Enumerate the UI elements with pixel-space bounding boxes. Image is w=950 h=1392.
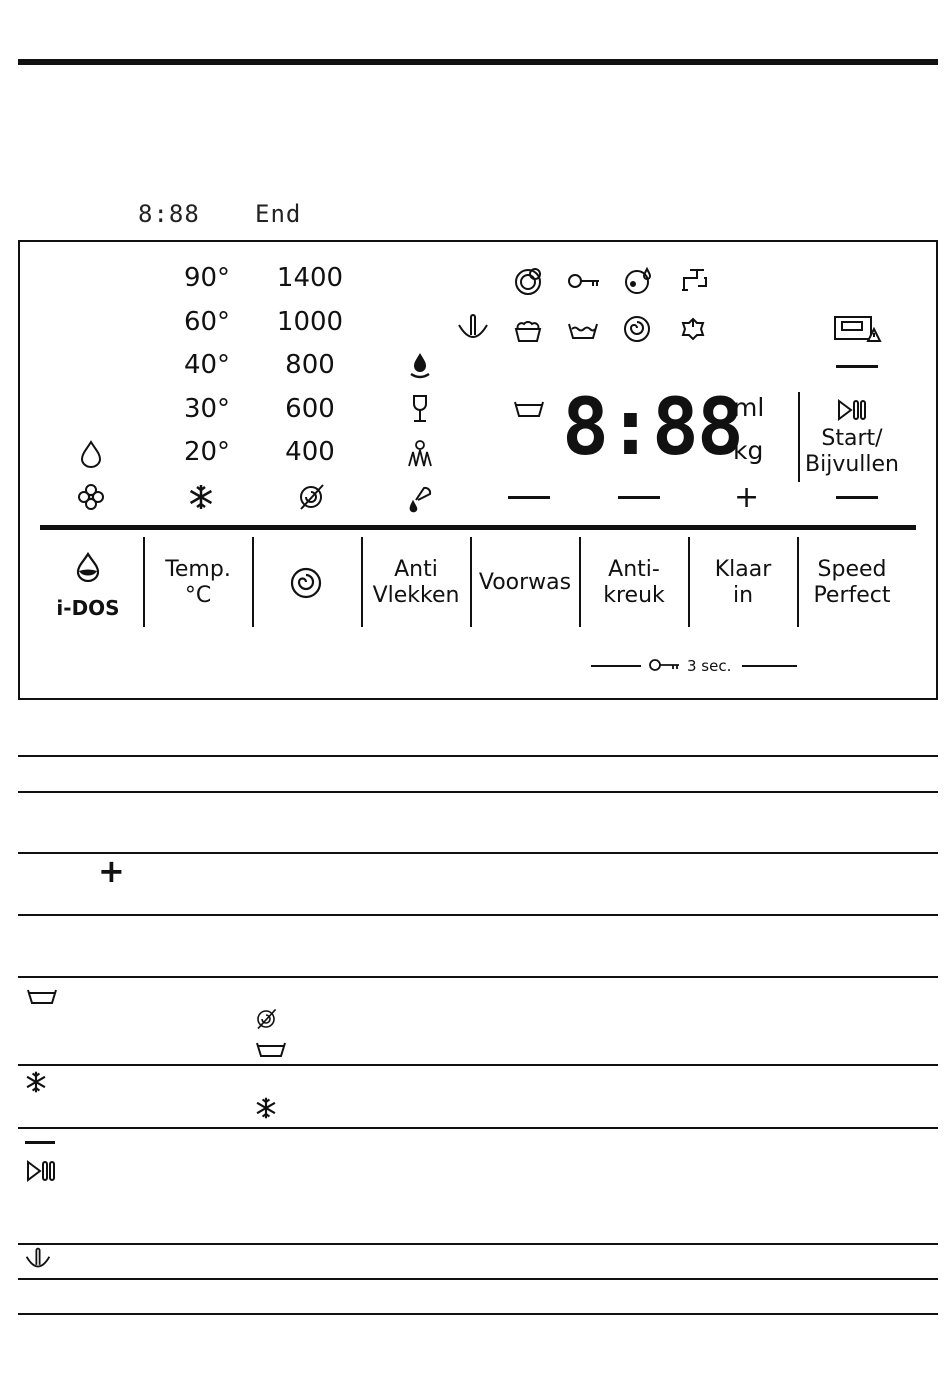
button-klaar-in-line2: in [732, 583, 754, 608]
unit-kg: kg [733, 436, 764, 465]
start-label-1: Start/ [821, 426, 883, 451]
legend-prewash-hand-icon [24, 1247, 52, 1273]
table-rule-7 [18, 1127, 938, 1129]
idos-warning-icon [832, 313, 882, 345]
oil-drop-icon [407, 350, 433, 380]
dash-speed [836, 496, 878, 499]
button-temp-line2: °C [184, 583, 212, 608]
wash-foam-icon [511, 313, 545, 345]
temp-30: 30° [183, 394, 231, 424]
panel-divider [40, 525, 916, 530]
table-rule-5 [18, 976, 938, 978]
idos-drop-icon [74, 552, 102, 582]
stain-remover-icon [406, 482, 434, 514]
anti-crease-icon [677, 313, 709, 345]
spin-button-icon [288, 565, 324, 601]
table-rule-1 [18, 755, 938, 757]
button-anti-vlekken-line2: Vlekken [372, 583, 460, 608]
table-rule-3 [18, 852, 938, 854]
legend-plus: + [98, 852, 125, 890]
legend-no-spin-icon [254, 1006, 278, 1032]
table-rule-2 [18, 791, 938, 793]
spin-1000: 1000 [276, 307, 344, 337]
temp-40: 40° [183, 350, 231, 380]
start-label-2: Bijvullen [805, 452, 899, 477]
table-rule-4 [18, 914, 938, 916]
lock-key-icon [648, 656, 682, 674]
button-anti-vlekken[interactable] [363, 557, 469, 609]
legend-rinse-hold-icon [254, 1040, 288, 1060]
drop-icon [78, 440, 104, 468]
plus-symbol: + [734, 480, 760, 515]
spin-1400: 1400 [276, 263, 344, 293]
temp-60: 60° [183, 307, 231, 337]
button-temp[interactable] [145, 557, 251, 609]
top-rule [18, 59, 938, 65]
button-spin[interactable] [288, 565, 324, 601]
table-rule-9 [18, 1278, 938, 1280]
spin-icon [621, 313, 653, 345]
button-speed-perfect-line2: Perfect [813, 583, 891, 608]
button-speed-perfect[interactable] [799, 557, 905, 609]
button-sep-2 [252, 537, 254, 627]
prewash-hand-icon [456, 313, 490, 345]
spin-600: 600 [285, 394, 335, 424]
spin-400: 400 [285, 437, 335, 467]
main-wash-icon [512, 398, 546, 420]
dash-prewash [508, 496, 550, 499]
button-antikreuk-line1: Anti- [608, 557, 660, 582]
rinse-icon [566, 316, 600, 342]
display-end-preview: End [255, 200, 302, 228]
main-display: 8:88 [562, 383, 742, 473]
wine-glass-icon [409, 393, 431, 425]
water-tap-icon [678, 266, 710, 296]
button-idos[interactable]: i-DOS [56, 596, 120, 620]
button-speed-perfect-line1: Speed [817, 557, 887, 582]
button-antikreuk[interactable] [581, 557, 687, 609]
button-antikreuk-line2: kreuk [603, 583, 665, 608]
dash-anticrease [618, 496, 660, 499]
legend-dash [25, 1141, 55, 1144]
display-time-preview: 8:88 [138, 200, 200, 228]
grass-icon [406, 438, 434, 468]
table-rule-6 [18, 1064, 938, 1066]
table-rule-10 [18, 1313, 938, 1315]
table-rule-8 [18, 1243, 938, 1245]
key-icon [567, 270, 601, 292]
clean-drum-icon [513, 266, 545, 296]
button-temp-line1: Temp. [165, 557, 231, 582]
legend-snowflake-icon [24, 1070, 48, 1094]
legend-play-pause-icon [24, 1158, 58, 1184]
no-spin-icon [296, 482, 326, 512]
play-pause-icon [836, 397, 868, 423]
spin-800: 800 [285, 350, 335, 380]
lock-hint-text: 3 sec. [687, 657, 732, 675]
lock-hint-line-left [591, 665, 641, 667]
button-klaar-in-line1: Klaar [714, 557, 772, 582]
legend-main-wash-icon [25, 987, 59, 1007]
button-anti-vlekken-line1: Anti [394, 557, 438, 582]
snowflake-icon [187, 483, 215, 511]
drum-drop-icon [623, 266, 655, 296]
start-dash [836, 365, 878, 368]
unit-ml: ml [733, 393, 765, 422]
temp-20: 20° [183, 437, 231, 467]
lock-hint-line-right [742, 665, 797, 667]
flower-icon [77, 483, 105, 511]
button-voorwas[interactable]: Voorwas [478, 570, 572, 595]
button-klaar-in[interactable] [690, 557, 796, 609]
temp-90: 90° [183, 263, 231, 293]
legend-snowflake-icon-2 [254, 1096, 278, 1120]
